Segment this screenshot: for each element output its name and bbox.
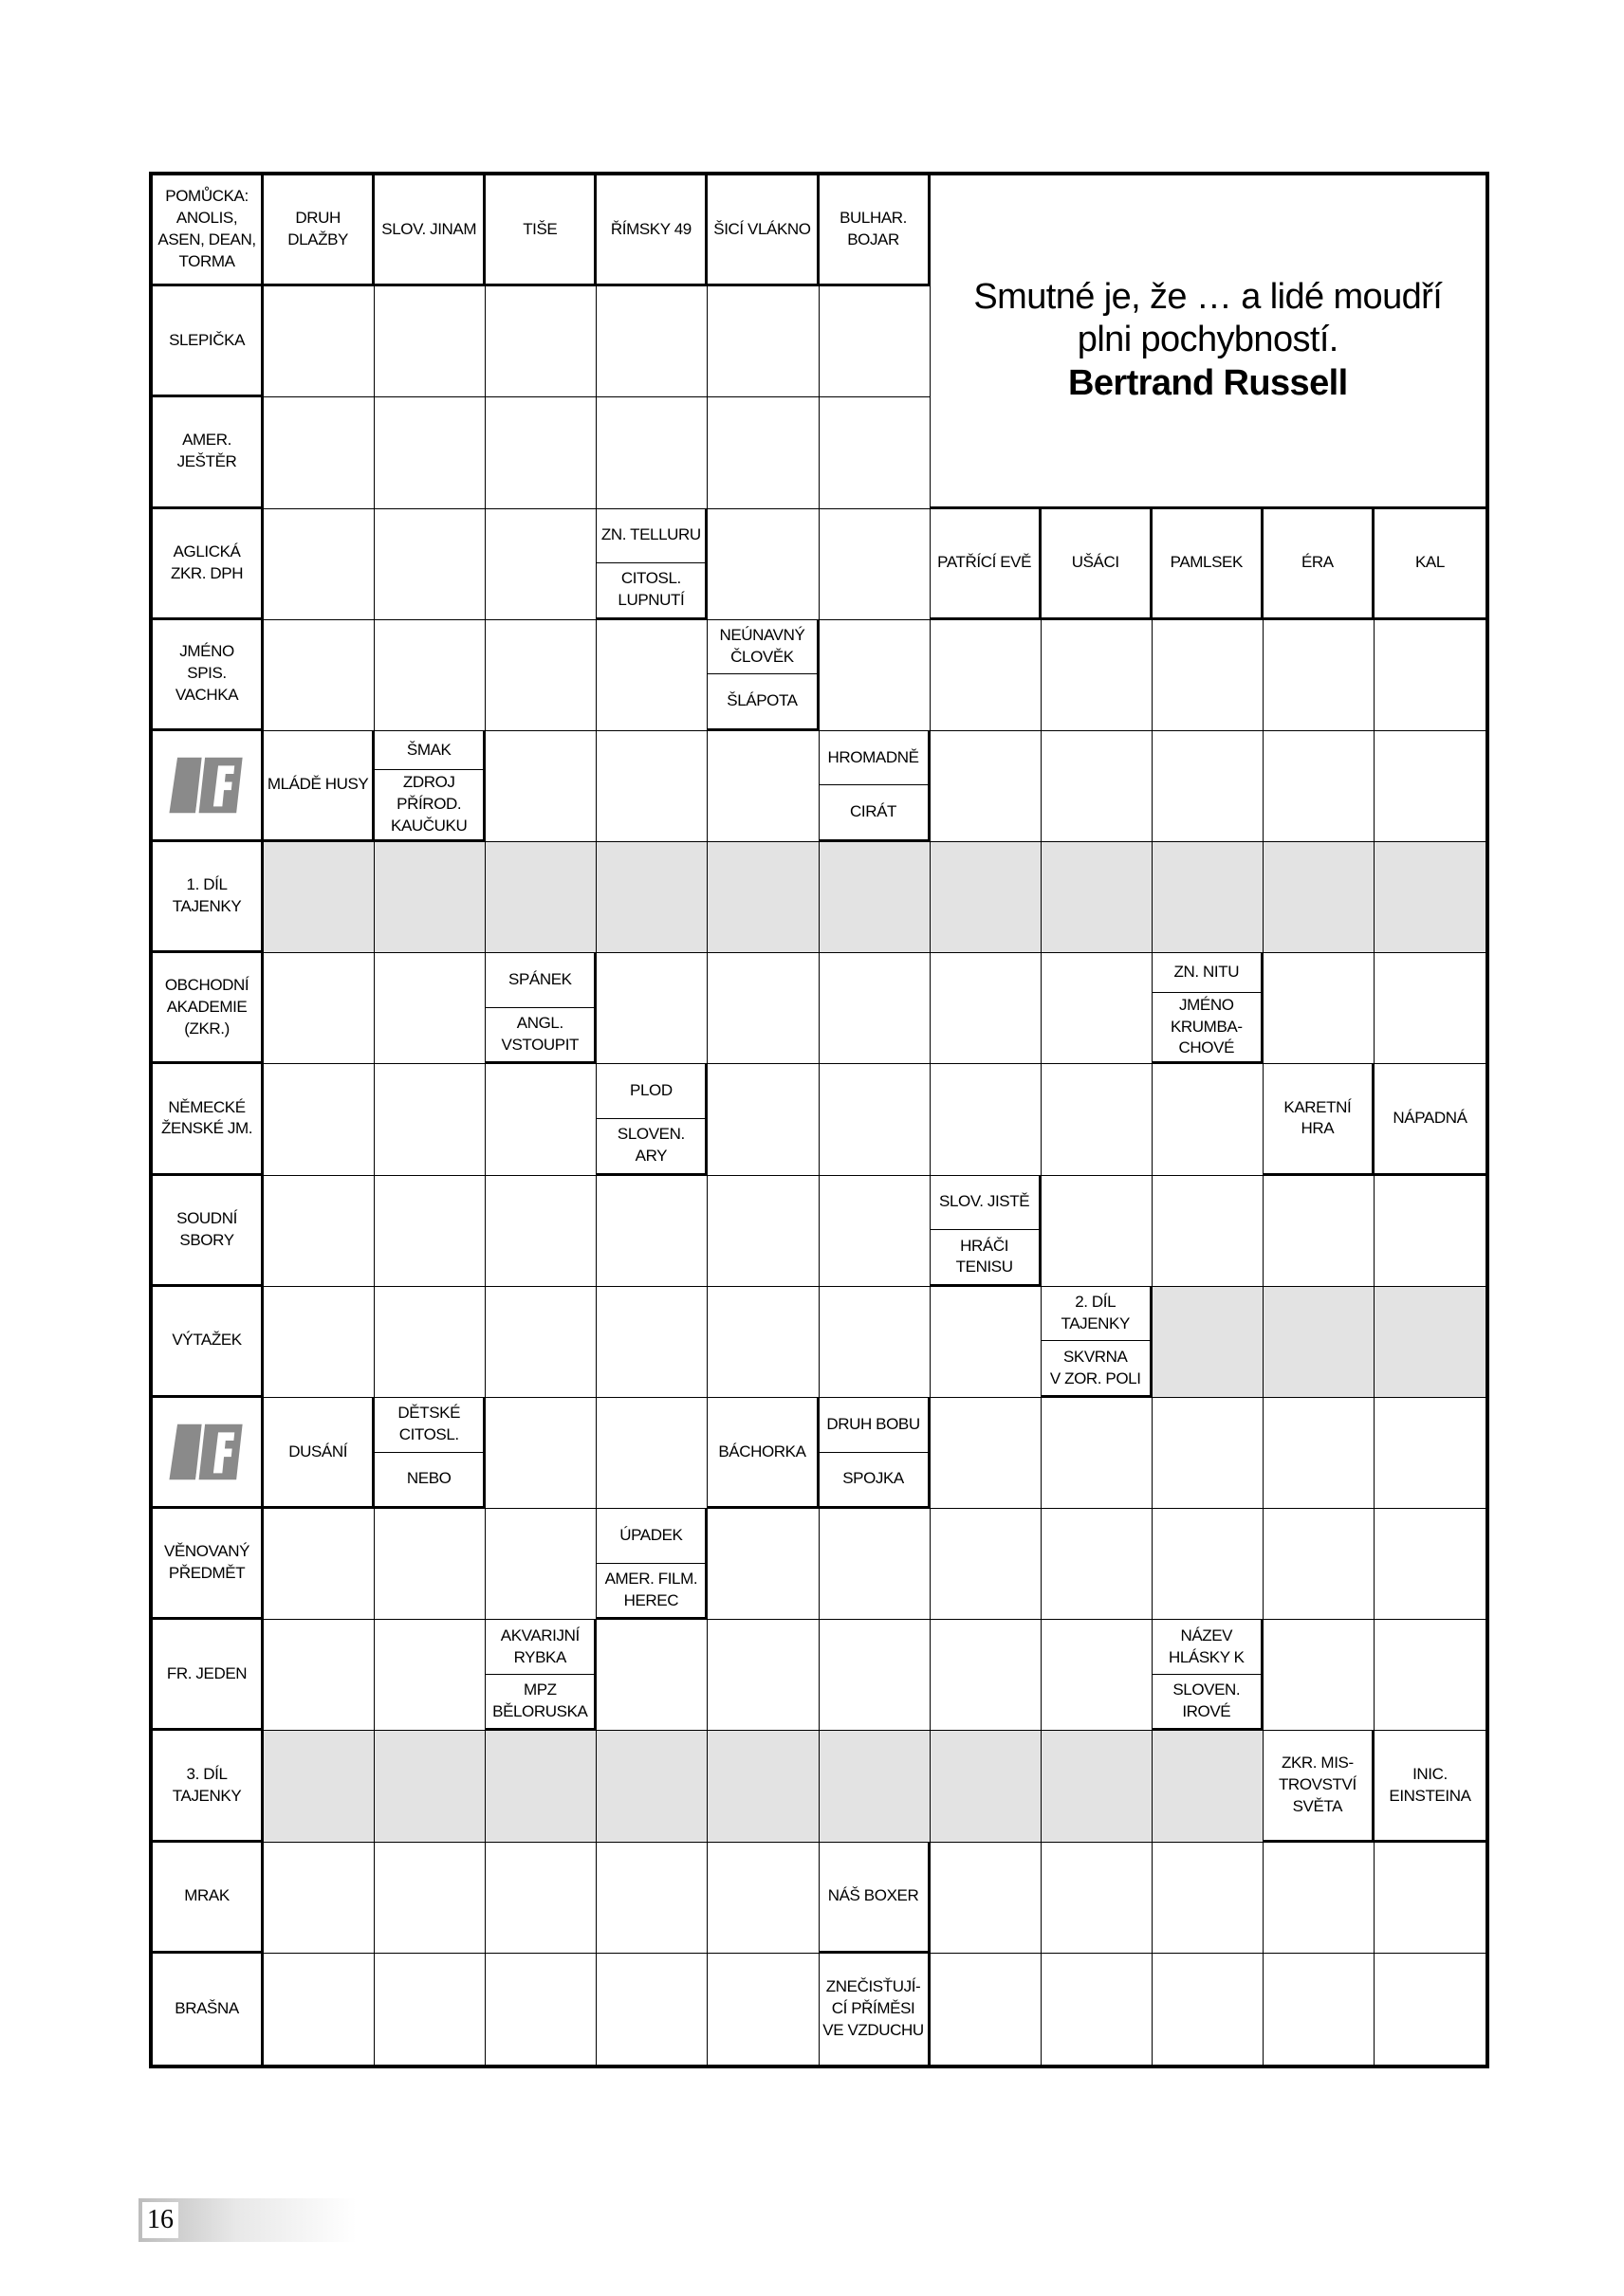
answer-cell[interactable] (264, 286, 375, 397)
clue-cell (153, 1287, 264, 1398)
clue-text: ZN. NITU (1173, 962, 1240, 981)
answer-cell[interactable] (931, 953, 1042, 1064)
clue-text: DRUH BOBU (826, 1414, 920, 1433)
answer-cell[interactable] (486, 1954, 597, 2065)
clue-text: SLOVEN. ARY (597, 1118, 705, 1173)
answer-cell[interactable] (1375, 1509, 1486, 1620)
answer-cell[interactable] (486, 1287, 597, 1398)
clue-text: NÁŠ BOXER (827, 1886, 919, 1905)
clue-cell (264, 175, 375, 286)
answer-cell[interactable] (1264, 953, 1375, 1064)
clue-text: VĚNOVANÝ PŘEDMĚT (164, 1542, 250, 1583)
secret-answer-cell[interactable] (264, 1731, 375, 1842)
answer-cell[interactable] (375, 509, 486, 620)
clue-cell (264, 731, 375, 842)
answer-cell[interactable] (597, 731, 708, 842)
answer-cell[interactable] (1153, 1509, 1264, 1620)
answer-cell[interactable] (931, 1843, 1042, 1954)
answer-cell[interactable] (931, 1620, 1042, 1731)
clue-text: NEÚNAVNÝ ČLOVĚK (719, 626, 805, 666)
answer-cell[interactable] (264, 953, 375, 1064)
clue-cell (375, 175, 486, 286)
clue-text: ANGL. VSTOUPIT (486, 1007, 594, 1062)
logo-cell (153, 1398, 264, 1509)
secret-answer-cell[interactable] (264, 842, 375, 953)
clue-text: ŠLÁPOTA (708, 673, 816, 728)
clue-cell (486, 1620, 597, 1731)
answer-cell[interactable] (708, 731, 819, 842)
secret-answer-cell[interactable] (1042, 842, 1153, 953)
logo-cell (153, 731, 264, 842)
clue-cell (1264, 509, 1375, 620)
answer-cell[interactable] (375, 1954, 486, 2065)
clue-text: 1. DÍL TAJENKY (172, 875, 242, 916)
answer-cell[interactable] (708, 1509, 819, 1620)
answer-cell[interactable] (1375, 1620, 1486, 1731)
answer-cell[interactable] (375, 620, 486, 731)
answer-cell[interactable] (1042, 1176, 1153, 1287)
answer-cell[interactable] (1153, 1843, 1264, 1954)
answer-cell[interactable] (597, 1620, 708, 1731)
answer-cell[interactable] (708, 1287, 819, 1398)
answer-cell[interactable] (597, 620, 708, 731)
clue-text: 3. DÍL TAJENKY (172, 1764, 242, 1805)
clue-cell (1042, 509, 1153, 620)
answer-cell[interactable] (820, 953, 931, 1064)
clue-text: HROMADNĚ (827, 747, 919, 766)
answer-cell[interactable] (375, 953, 486, 1064)
answer-cell[interactable] (264, 509, 375, 620)
clue-cell (153, 953, 264, 1064)
answer-cell[interactable] (1375, 953, 1486, 1064)
clue-text: ÉRA (1301, 553, 1334, 572)
answer-cell[interactable] (820, 1287, 931, 1398)
clue-text: AMER. FILM. HEREC (597, 1563, 705, 1618)
clue-text: KARETNÍ HRA (1283, 1097, 1352, 1138)
answer-cell[interactable] (264, 1176, 375, 1287)
clue-cell (1042, 1287, 1153, 1398)
clue-cell (708, 1398, 819, 1509)
clue-cell (153, 175, 264, 286)
clue-cell (153, 620, 264, 731)
answer-cell[interactable] (820, 1176, 931, 1287)
letter-f-logo-icon (166, 1419, 248, 1485)
answer-cell[interactable] (375, 1287, 486, 1398)
answer-cell[interactable] (820, 1064, 931, 1175)
clue-text: ZKR. MIS- TROVSTVÍ SVĚTA (1278, 1754, 1356, 1816)
clue-text: SLOVEN. IROVÉ (1153, 1674, 1261, 1729)
answer-cell[interactable] (1375, 1176, 1486, 1287)
answer-cell[interactable] (1153, 1954, 1264, 2065)
clue-text: ZNEČISŤUJÍ- CÍ PŘÍMĚSI VE VZDUCHU (822, 1976, 924, 2039)
clue-cell (153, 397, 264, 508)
answer-cell[interactable] (486, 620, 597, 731)
answer-cell[interactable] (597, 953, 708, 1064)
clue-cell (820, 1398, 931, 1509)
answer-cell[interactable] (1375, 1954, 1486, 2065)
answer-cell[interactable] (1264, 1398, 1375, 1509)
page-number: 16 (142, 2202, 178, 2238)
answer-cell[interactable] (1042, 731, 1153, 842)
clue-cell (597, 509, 708, 620)
secret-answer-cell[interactable] (931, 842, 1042, 953)
clue-text: CIRÁT (820, 784, 928, 839)
clue-text: DRUH DLAŽBY (287, 209, 348, 249)
answer-cell[interactable] (708, 1954, 819, 2065)
clue-text: SKVRNA V ZOR. POLI (1042, 1340, 1150, 1395)
clue-text: SPÁNEK (508, 970, 572, 989)
clue-text: BÁCHORKA (718, 1442, 806, 1460)
clue-text: 2. DÍL TAJENKY (1061, 1293, 1130, 1333)
answer-cell[interactable] (1375, 620, 1486, 731)
clue-text: NEBO (375, 1452, 483, 1507)
answer-cell[interactable] (931, 1954, 1042, 2065)
answer-cell[interactable] (597, 1843, 708, 1954)
secret-answer-cell[interactable] (708, 1731, 819, 1842)
clue-cell (153, 1509, 264, 1620)
answer-cell[interactable] (375, 1064, 486, 1175)
quote-box (931, 175, 1486, 509)
clue-text: ŠICÍ VLÁKNO (713, 219, 811, 238)
answer-cell[interactable] (486, 286, 597, 397)
secret-answer-cell[interactable] (486, 842, 597, 953)
answer-cell[interactable] (708, 1064, 819, 1175)
clue-cell (597, 1064, 708, 1175)
answer-cell[interactable] (1042, 1064, 1153, 1175)
answer-cell[interactable] (1153, 1064, 1264, 1175)
secret-answer-cell[interactable] (1042, 1731, 1153, 1842)
answer-cell[interactable] (1153, 1176, 1264, 1287)
answer-cell[interactable] (820, 1620, 931, 1731)
answer-cell[interactable] (486, 509, 597, 620)
answer-cell[interactable] (1153, 731, 1264, 842)
clue-text: NÁZEV HLÁSKY K (1168, 1626, 1245, 1666)
clue-cell (1264, 1731, 1375, 1842)
clue-cell (820, 1954, 931, 2065)
answer-cell[interactable] (264, 1843, 375, 1954)
answer-cell[interactable] (375, 1509, 486, 1620)
answer-cell[interactable] (486, 1176, 597, 1287)
clue-cell (1153, 1620, 1264, 1731)
answer-cell[interactable] (1042, 953, 1153, 1064)
answer-cell[interactable] (375, 1176, 486, 1287)
answer-cell[interactable] (486, 1509, 597, 1620)
answer-cell[interactable] (708, 953, 819, 1064)
answer-cell[interactable] (597, 397, 708, 508)
quote-author: Bertrand Russell (1068, 363, 1348, 404)
clue-cell (486, 175, 597, 286)
secret-answer-cell[interactable] (1153, 1287, 1264, 1398)
answer-cell[interactable] (486, 1398, 597, 1509)
answer-cell[interactable] (820, 1509, 931, 1620)
clue-cell (153, 1954, 264, 2065)
answer-cell[interactable] (931, 1398, 1042, 1509)
answer-cell[interactable] (1042, 1509, 1153, 1620)
clue-cell (153, 842, 264, 953)
clue-text: HRÁČI TENISU (931, 1229, 1039, 1284)
answer-cell[interactable] (708, 509, 819, 620)
answer-cell[interactable] (1042, 620, 1153, 731)
clue-cell (1264, 1064, 1375, 1175)
answer-cell[interactable] (1375, 731, 1486, 842)
clue-text: NÁPADNÁ (1393, 1109, 1467, 1128)
answer-cell[interactable] (1042, 1620, 1153, 1731)
clue-cell (264, 1398, 375, 1509)
clue-cell (153, 1176, 264, 1287)
clue-text: UŠÁCI (1071, 553, 1119, 572)
answer-cell[interactable] (375, 1843, 486, 1954)
clue-text: OBCHODNÍ AKADEMIE (ZKR.) (164, 975, 249, 1038)
secret-answer-cell[interactable] (1153, 842, 1264, 953)
clue-text: SOUDNÍ SBORY (176, 1208, 237, 1249)
answer-cell[interactable] (264, 1954, 375, 2065)
clue-cell (375, 1398, 486, 1509)
clue-cell (820, 731, 931, 842)
clue-text: DĚTSKÉ CITOSL. (397, 1404, 461, 1444)
crossword-grid (149, 172, 1489, 2068)
clue-text: BULHAR. BOJAR (840, 209, 907, 249)
answer-cell[interactable] (931, 1064, 1042, 1175)
letter-f-logo-icon (166, 752, 248, 818)
answer-cell[interactable] (820, 286, 931, 397)
clue-text: VÝTAŽEK (172, 1331, 242, 1350)
clue-text: SLEPIČKA (169, 330, 246, 349)
clue-text: CITOSL. LUPNUTÍ (597, 562, 705, 617)
clue-text: PAMLSEK (1170, 553, 1243, 572)
answer-cell[interactable] (1042, 1843, 1153, 1954)
answer-cell[interactable] (486, 397, 597, 508)
clue-text: INIC. EINSTEINA (1389, 1764, 1471, 1805)
clue-text: ZN. TELLURU (600, 525, 701, 544)
answer-cell[interactable] (597, 1287, 708, 1398)
answer-cell[interactable] (486, 1064, 597, 1175)
answer-cell[interactable] (1375, 1843, 1486, 1954)
clue-text: MRAK (184, 1886, 230, 1905)
answer-cell[interactable] (375, 397, 486, 508)
answer-cell[interactable] (264, 620, 375, 731)
clue-text: MPZ BĚLORUSKA (486, 1674, 594, 1729)
clue-text: TIŠE (523, 219, 558, 238)
answer-cell[interactable] (264, 1064, 375, 1175)
secret-answer-cell[interactable] (597, 842, 708, 953)
secret-answer-cell[interactable] (1264, 1287, 1375, 1398)
clue-cell (1375, 509, 1486, 620)
secret-answer-cell[interactable] (1375, 1287, 1486, 1398)
clue-text: SPOJKA (820, 1452, 928, 1507)
answer-cell[interactable] (820, 397, 931, 508)
secret-answer-cell[interactable] (1264, 842, 1375, 953)
answer-cell[interactable] (1375, 1398, 1486, 1509)
clue-text: SLOV. JINAM (381, 219, 477, 238)
secret-answer-cell[interactable] (486, 1731, 597, 1842)
answer-cell[interactable] (708, 286, 819, 397)
answer-cell[interactable] (1264, 1620, 1375, 1731)
clue-text: AKVARIJNÍ RYBKA (500, 1626, 580, 1666)
secret-answer-cell[interactable] (597, 1731, 708, 1842)
answer-cell[interactable] (931, 620, 1042, 731)
clue-cell (597, 175, 708, 286)
secret-answer-cell[interactable] (708, 842, 819, 953)
answer-cell[interactable] (931, 731, 1042, 842)
clue-cell (153, 1620, 264, 1731)
answer-cell[interactable] (1042, 1398, 1153, 1509)
clue-text: DUSÁNÍ (288, 1442, 348, 1460)
clue-cell (820, 175, 931, 286)
answer-cell[interactable] (1264, 620, 1375, 731)
secret-answer-cell[interactable] (1375, 842, 1486, 953)
clue-cell (1153, 509, 1264, 620)
answer-cell[interactable] (486, 1843, 597, 1954)
answer-cell[interactable] (597, 1398, 708, 1509)
clue-cell (597, 1509, 708, 1620)
clue-cell (820, 1843, 931, 1954)
clue-text: FR. JEDEN (166, 1663, 248, 1682)
clue-text: AMER. JEŠTĚR (176, 431, 237, 471)
answer-cell[interactable] (264, 1509, 375, 1620)
answer-cell[interactable] (1264, 1176, 1375, 1287)
secret-answer-cell[interactable] (1153, 1731, 1264, 1842)
clue-cell (708, 175, 819, 286)
clue-text: ŠMAK (406, 740, 452, 759)
answer-cell[interactable] (1153, 620, 1264, 731)
answer-cell[interactable] (486, 731, 597, 842)
clue-text: JMÉNO KRUMBA- CHOVÉ (1153, 992, 1261, 1062)
clue-cell (708, 620, 819, 731)
answer-cell[interactable] (1264, 1509, 1375, 1620)
clue-text: POMŮCKA: ANOLIS, ASEN, DEAN, TORMA (157, 187, 256, 271)
secret-answer-cell[interactable] (375, 1731, 486, 1842)
clue-text: PATŘÍCÍ EVĚ (937, 553, 1032, 572)
clue-cell (1375, 1731, 1486, 1842)
answer-cell[interactable] (1264, 731, 1375, 842)
clue-text: ZDROJ PŘÍROD. KAUČUKU (375, 769, 483, 839)
answer-cell[interactable] (264, 1620, 375, 1731)
clue-text: AGLICKÁ ZKR. DPH (170, 542, 244, 582)
clue-text: SLOV. JISTĚ (939, 1192, 1030, 1211)
clue-cell (153, 1843, 264, 1954)
clue-text: ŘÍMSKY 49 (610, 219, 692, 238)
answer-cell[interactable] (597, 1176, 708, 1287)
answer-cell[interactable] (820, 620, 931, 731)
secret-answer-cell[interactable] (375, 842, 486, 953)
clue-text: ÚPADEK (619, 1525, 683, 1544)
clue-cell (931, 509, 1042, 620)
clue-cell (153, 286, 264, 397)
answer-cell[interactable] (597, 286, 708, 397)
answer-cell[interactable] (1153, 1398, 1264, 1509)
answer-cell[interactable] (375, 1620, 486, 1731)
quote-text: Smutné je, že … a lidé moudří plni pochybností. (973, 276, 1443, 360)
answer-cell[interactable] (708, 1620, 819, 1731)
answer-cell[interactable] (375, 286, 486, 397)
clue-cell (375, 731, 486, 842)
secret-answer-cell[interactable] (931, 1731, 1042, 1842)
clue-text: PLOD (630, 1081, 673, 1100)
secret-answer-cell[interactable] (820, 1731, 931, 1842)
clue-cell (1153, 953, 1264, 1064)
clue-cell (931, 1176, 1042, 1287)
answer-cell[interactable] (597, 1954, 708, 2065)
clue-cell (153, 509, 264, 620)
clue-text: KAL (1414, 553, 1445, 572)
answer-cell[interactable] (708, 397, 819, 508)
clue-text: NĚMECKÉ ŽENSKÉ JM. (160, 1097, 253, 1138)
clue-cell (1375, 1064, 1486, 1175)
answer-cell[interactable] (820, 509, 931, 620)
answer-cell[interactable] (1264, 1954, 1375, 2065)
clue-cell (486, 953, 597, 1064)
clue-cell (153, 1731, 264, 1842)
answer-cell[interactable] (1042, 1954, 1153, 2065)
answer-cell[interactable] (931, 1287, 1042, 1398)
answer-cell[interactable] (1264, 1843, 1375, 1954)
clue-text: MLÁDĚ HUSY (267, 775, 369, 794)
answer-cell[interactable] (708, 1176, 819, 1287)
clue-cell (153, 1064, 264, 1175)
answer-cell[interactable] (708, 1843, 819, 1954)
answer-cell[interactable] (264, 397, 375, 508)
answer-cell[interactable] (931, 1509, 1042, 1620)
clue-text: JMÉNO SPIS. VACHKA (175, 642, 239, 705)
answer-cell[interactable] (264, 1287, 375, 1398)
clue-text: BRAŠNA (175, 1998, 239, 2017)
secret-answer-cell[interactable] (820, 842, 931, 953)
page-footer (138, 2198, 357, 2242)
